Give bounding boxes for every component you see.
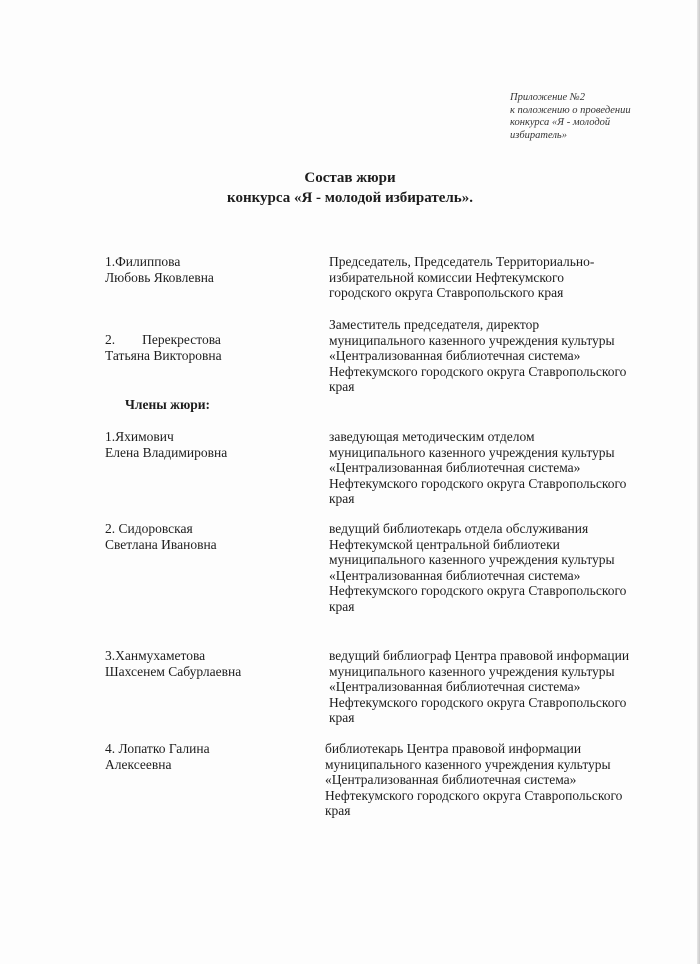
name-line: 1.Филиппова [105,254,181,269]
role-line: муниципального казенного учреждения культуры [329,332,615,348]
role-line: края [329,379,355,394]
name-line: Светлана Ивановна [105,536,217,552]
members-heading: Члены жюри: [125,397,211,412]
member-1-role [329,429,669,507]
chairman-name [105,254,305,285]
role-line: Нефтекумского городского округа Ставропольского [329,694,627,710]
role-line: Нефтекумского городского округа Ставропольского [329,475,627,491]
role-line: Нефтекумского городского округа Ставропольского [329,583,627,598]
role-line: Заместитель председателя, директор [329,317,540,332]
role-line: «Централизованная библиотечная система» [329,348,581,363]
role-line: Нефтекумской центральной библиотеки [329,536,560,552]
appendix-note [510,92,690,142]
name-line: Елена Владимировна [105,444,228,460]
name-line: 4. Лопатко Галина [105,741,210,756]
chairman-role [329,254,669,301]
name-line: 2. Перекрестова [105,332,221,347]
role-line: Председатель, Председатель Территориально- [329,254,595,269]
member-2-role [329,521,669,614]
member-3-role [329,648,669,726]
role-line: заведующая методическим отделом [329,429,535,444]
role-line: «Централизованная библиотечная система» [329,567,581,583]
appendix-line: избиратель» [510,129,567,141]
role-line: муниципального казенного учреждения культуры [329,444,615,460]
name-line: 3.Ханмухаметова [105,648,206,663]
role-line: Нефтекумского городского округа Ставропольского [329,363,627,379]
role-line: края [329,710,355,725]
role-line: муниципального казенного учреждения культуры [325,756,611,772]
document-title [150,168,550,208]
role-line: «Централизованная библиотечная система» [329,679,581,694]
role-line: муниципального казенного учреждения культуры [329,552,615,567]
member-4-name [105,741,305,772]
role-line: муниципального казенного учреждения культуры [329,663,615,679]
role-line: края [329,491,355,506]
member-1-name [105,429,305,460]
name-line: Любовь Яковлевна [105,269,214,285]
title-line-1: Состав жюри [304,170,396,186]
member-3-name [105,648,305,679]
appendix-line: Приложение №2 [510,92,585,103]
deputy-name [105,332,305,363]
appendix-line: к положению о проведении [510,104,631,116]
name-line: 1.Яхимович [105,429,174,444]
role-line: городского округа Ставропольского края [329,285,564,300]
name-line: Татьяна Викторовна [105,347,222,363]
role-line: Нефтекумского городского округа Ставропольского [325,787,623,803]
role-line: ведущий библиотекарь отдела обслуживания [329,521,589,536]
deputy-role [329,317,669,395]
role-line: библиотекарь Центра правовой информации [325,741,582,756]
member-2-name [105,521,305,552]
appendix-line: конкурса «Я - молодой [510,117,611,128]
name-line: Шахсенем Сабурлаевна [105,663,242,679]
role-line: края [329,598,355,614]
role-line: «Централизованная библиотечная система» [329,460,581,475]
name-line: 2. Сидоровская [105,521,193,536]
role-line: избирательной комиссии Нефтекумского [329,269,564,285]
title-line-2: конкурса «Я - молодой избиратель». [227,190,473,206]
name-line: Алексеевна [105,756,172,772]
role-line: края [325,803,351,818]
member-4-role [325,741,665,819]
role-line: ведущий библиограф Центра правовой информации [329,648,630,663]
role-line: «Централизованная библиотечная система» [325,772,577,787]
